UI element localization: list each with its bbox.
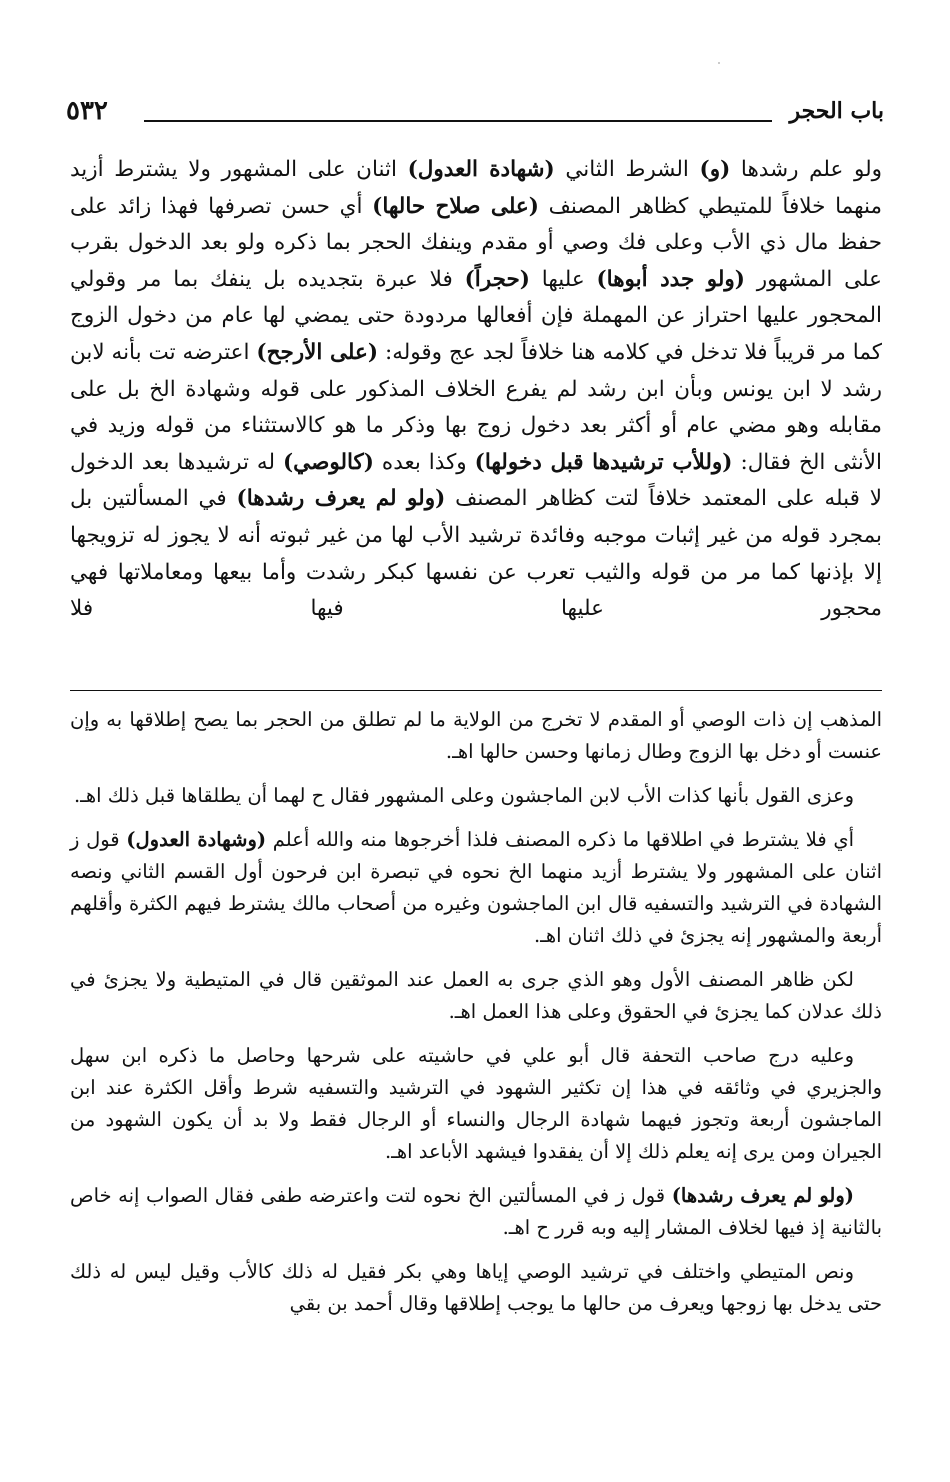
footnote-paragraph: وعليه درج صاحب التحفة قال أبو علي في حاشيته على شرحها وحاصل ما ذكره ابن سهل والجزيري في وثائقه في هذا إن تكثير الشهود في الترشيد والتسفيه شرط وأقل الكثرة عند ابن الماجشون أربعة وتجوز فيهما شهادة الرجال والنساء أو الرجال فقط ولا بد أن يكون الشهود من الجيران ومن يرى إنه يعلم ذلك إلا أن يفقدوا فيشهد الأباعد اهـ. — [70, 1044, 882, 1163]
header-rule — [144, 120, 772, 122]
page-number: ٥٣٢ — [66, 96, 108, 126]
footnotes — [70, 704, 882, 1332]
footnote-paragraph: لكن ظاهر المصنف الأول وهو الذي جرى به العمل عند الموثقين قال في المتيطية ولا يجزئ في ذلك عدلان كما يجزئ في الحقوق وعلى هذا العمل اهـ. — [70, 968, 882, 1023]
footnote-paragraph: المذهب إن ذات الوصي أو المقدم لا تخرج من الولاية ما لم تطلق من الحجر بما يصح إطلاقها به وإن عنست أو دخل بها الزوج وطال زمانها وحسن حالها اهـ. — [70, 708, 882, 763]
running-header — [66, 96, 884, 136]
main-text — [70, 152, 882, 628]
footnote-paragraph: (ولو لم يعرف رشدها) قول ز في المسألتين الخ نحوه لتت واعترضه طفى فقال الصواب إنه خاص بالثانية إذ فيها لخلاف المشار إليه وبه قرر ح اهـ. — [70, 1184, 882, 1239]
footnote-paragraph: وعزى القول بأنها كذات الأب لابن الماجشون وعلى المشهور فقال ح لهما أن يطلقاها قبل ذلك اهـ. — [73, 784, 854, 807]
footnote-paragraph: أي فلا يشترط في اطلاقها ما ذكره المصنف فلذا أخرجوها منه والله أعلم (وشهادة العدول) قول ز اثنان على المشهور ولا يشترط أزيد منهما الخ نحوه في تبصرة ابن فرحون أول القسم الثاني ونصه الشهادة في الترشيد والتسفيه قال ابن الماجشون وغيره من أصحاب مالك يشترط فيهم الكثرة وأقلهم أربعة والمشهور إنه يجزئ في ذلك اثنان اهـ. — [70, 828, 882, 947]
scan-speck — [718, 62, 720, 64]
chapter-title: باب الحجر — [789, 98, 884, 124]
footnote-separator — [70, 690, 882, 691]
footnote-paragraph: ونص المتيطي واختلف في ترشيد الوصي إياها وهي بكر فقيل له ذلك كالأب وقيل ليس له ذلك حتى يدخل بها زوجها ويعرف من حالها ما يوجب إطلاقها وقال أحمد بن بقي — [70, 1260, 882, 1315]
main-paragraph: ولو علم رشدها (و) الشرط الثاني (شهادة العدول) اثنان على المشهور ولا يشترط أزيد منهما خلافاً للمتيطي كظاهر المصنف (على صلاح حالها) أي حسن تصرفها فهذا زائد على حفظ مال ذي الأب وعلى فك وصي أو مقدم وينفك الحجر بما ذكره ولو بعد الدخول بقرب على المشهور (ولو جدد أبوها) عليها (حجراً) فلا عبرة بتجديده بل ينفك بما مر وقولي المحجور عليها احتراز عن المهملة فإن أفعالها مردودة حتى يمضي لها عام من دخول الزوج كما مر قريباً فلا تدخل في كلامه هنا خلافاً لجد عج وقوله: (على الأرجح) اعترضه تت بأنه لابن رشد لا ابن يونس وبأن ابن رشد لم يفرع الخلاف المذكور على قوله وشهادة الخ بل على مقابله وهو مضي عام أو أكثر بعد دخول زوج بها وذكر ما هو كالاستثناء من قوله وزيد في الأنثى الخ فقال: (وللأب ترشيدها قبل دخولها) وكذا بعده (كالوصي) له ترشيدها بعد الدخول لا قبله على المعتمد خلافاً لتت كظاهر المصنف (ولو لم يعرف رشدها) في المسألتين بل بمجرد قوله من غير إثبات موجبه وفائدة ترشيد الأب لها من غير ثبوته أنه لا يجوز له تزويجها إلا بإذنها كما مر من قوله والثيب تعرب عن نفسها كبكر رشدت وأما بيعها ومعاملاتها فهي محجور عليها فيها فلا — [70, 157, 883, 622]
